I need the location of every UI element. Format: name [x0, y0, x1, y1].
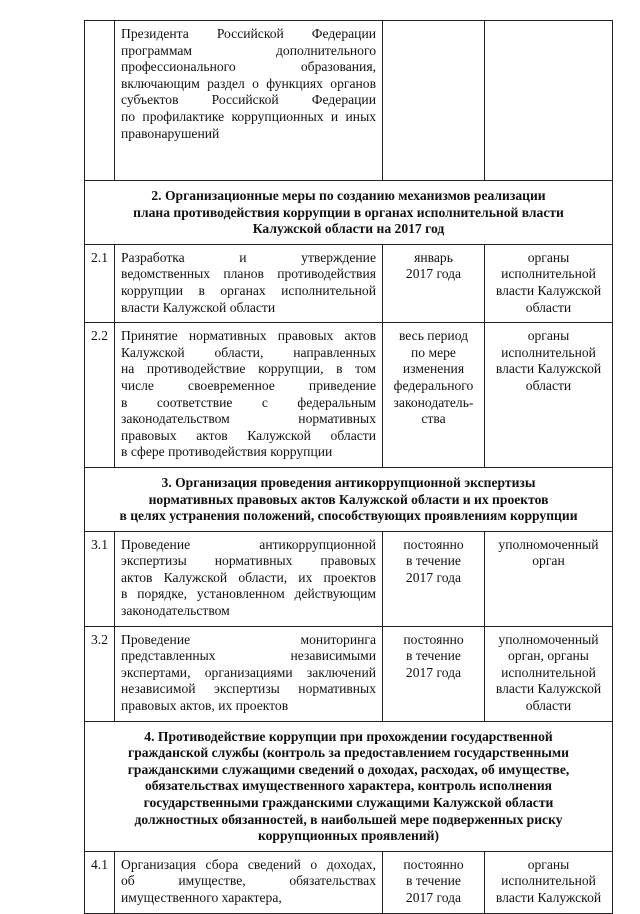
- item-number: 3.2: [85, 626, 115, 721]
- section-title-line: обязательствах имущественного характера, контроль исполнения: [144, 778, 553, 794]
- item-executor: органы исполнительной власти Калужской: [485, 851, 613, 913]
- description-line: Проведение антикоррупционной: [121, 536, 376, 552]
- anticorruption-plan-table: [84, 20, 613, 914]
- section-title-line: государственными гражданскими служащими Калужской области: [143, 795, 554, 810]
- table-row: [85, 531, 613, 626]
- description-line: по профилактике коррупционных и иных: [121, 108, 376, 124]
- section-header-row: [85, 181, 613, 245]
- item-executor: органы исполнительной власти Калужской области: [485, 244, 613, 322]
- description-line: имущественного характера,: [121, 889, 282, 905]
- description-line: независимой экспертизы нормативных: [121, 681, 376, 697]
- description-line: коррупции в органах исполнительной: [121, 282, 376, 298]
- item-description: [115, 531, 383, 626]
- section-title-line: коррупционных проявлений): [257, 828, 440, 844]
- description-line: Принятие нормативных правовых актов: [121, 328, 376, 344]
- section-title-line: плана противодействия коррупции в органах исполнительной власти: [133, 204, 564, 220]
- description-line: правовых актов, их проектов: [121, 698, 289, 714]
- section-title-line: Калужской области на 2017 год: [252, 221, 445, 237]
- section-title-line: нормативных правовых актов Калужской области и их проектов: [148, 491, 549, 507]
- description-line: субъектов Российской Федерации: [121, 92, 376, 108]
- section-title-3: [85, 467, 613, 531]
- item-description: [115, 21, 383, 181]
- description-line: законодательством: [121, 603, 230, 619]
- item-number: [85, 21, 115, 181]
- description-line: представленных независимыми: [121, 648, 376, 664]
- description-line: власти Калужской области: [121, 299, 276, 315]
- item-description: [115, 244, 383, 322]
- item-term: постоянно в течение 2017 года: [383, 626, 485, 721]
- description-line: в сфере противодействия коррупции: [121, 444, 333, 460]
- description-line: ведомственных планов противодействия: [121, 266, 376, 282]
- description-line: профессионального образования,: [121, 59, 376, 75]
- description-line: на противодействие коррупции, в том: [121, 361, 376, 377]
- section-title-line: должностных обязанностей, в наибольшей мере подверженных риску: [134, 811, 563, 827]
- description-line: об имуществе, обязательствах: [121, 873, 376, 889]
- description-line: актов Калужской области, их проектов: [121, 569, 376, 585]
- section-title-line: 2. Организационные меры по созданию механизмов реализации: [151, 188, 546, 203]
- section-header-row: [85, 467, 613, 531]
- table-row: [85, 851, 613, 913]
- description-line: включающим раздел о функциях органов: [121, 75, 376, 91]
- description-line: Разработка и утверждение: [121, 249, 376, 265]
- description-line: Калужской области, направленных: [121, 344, 376, 360]
- item-executor: органы исполнительной власти Калужской области: [485, 323, 613, 468]
- item-number: 2.2: [85, 323, 115, 468]
- item-number: 2.1: [85, 244, 115, 322]
- item-description: [115, 323, 383, 468]
- item-term: [383, 21, 485, 181]
- item-term: весь период по мере изменения федерального законодатель- ства: [383, 323, 485, 468]
- description-line: Проведение мониторинга: [121, 631, 376, 647]
- section-title-line: 3. Организация проведения антикоррупционной экспертизы: [161, 474, 536, 490]
- item-number: 3.1: [85, 531, 115, 626]
- description-line: правовых актов Калужской области: [121, 427, 376, 443]
- item-term: январь 2017 года: [383, 244, 485, 322]
- description-line: в соответствие с федеральным: [121, 394, 376, 410]
- section-title-line: в целях устранения положений, способствующих проявлениям коррупции: [119, 508, 578, 524]
- item-number: 4.1: [85, 851, 115, 913]
- item-term: постоянно в течение 2017 года: [383, 851, 485, 913]
- section-title-2: [85, 181, 613, 245]
- table-row: [85, 323, 613, 468]
- description-line: законодательством нормативных: [121, 411, 376, 427]
- description-line: Президента Российской Федерации: [121, 26, 376, 41]
- description-line: числе своевременное приведение: [121, 377, 376, 393]
- item-executor: уполномоченный орган, органы исполнительной власти Калужской области: [485, 626, 613, 721]
- description-line: правонарушений: [121, 125, 220, 141]
- section-title-4: [85, 721, 613, 851]
- description-line: программам дополнительного: [121, 42, 376, 58]
- item-executor: уполномоченный орган: [485, 531, 613, 626]
- item-description: [115, 851, 383, 913]
- table-row: [85, 626, 613, 721]
- description-line: экспертами, организациями заключений: [121, 664, 376, 680]
- item-term: постоянно в течение 2017 года: [383, 531, 485, 626]
- description-line: в порядке, установленном действующим: [121, 586, 376, 602]
- section-title-line: гражданской службы (контроль за предоставлением государственными: [128, 745, 569, 761]
- section-header-row: [85, 721, 613, 851]
- description-line: Организация сбора сведений о доходах,: [121, 856, 376, 872]
- item-description: [115, 626, 383, 721]
- item-executor: [485, 21, 613, 181]
- table-row: [85, 21, 613, 181]
- section-title-line: гражданскими служащими сведений о доходах, расходах, об имуществе,: [127, 761, 570, 777]
- section-title-line: 4. Противодействие коррупции при прохождении государственной: [144, 728, 553, 744]
- description-line: экспертизы нормативных правовых: [121, 553, 376, 569]
- table-row: [85, 244, 613, 322]
